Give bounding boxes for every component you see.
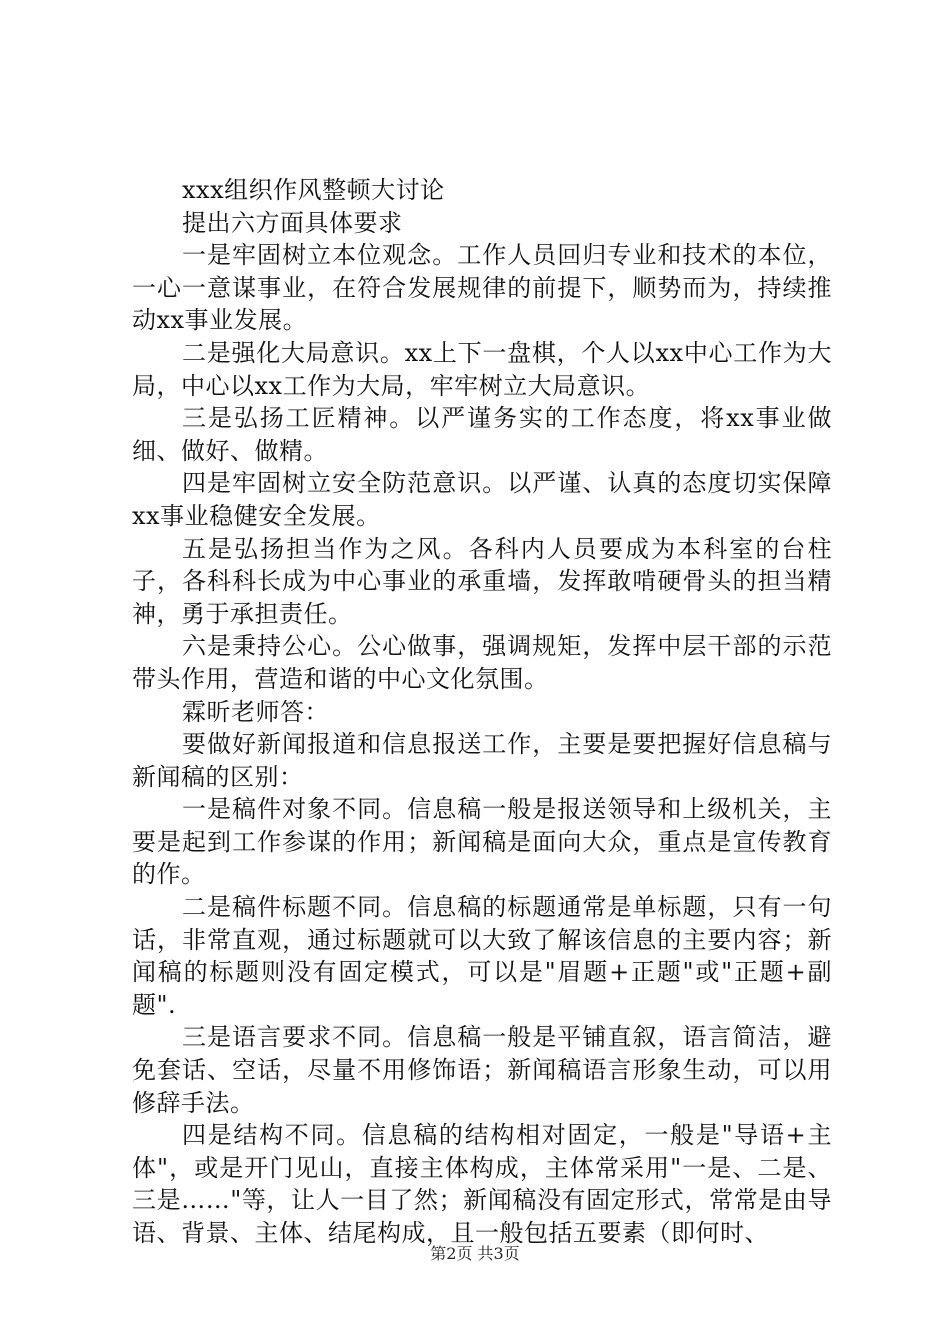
paragraph-requirement-4: 四是牢固树立安全防范意识。以严谨、认真的态度切实保障xx事业稳健安全发展。 bbox=[132, 469, 832, 530]
paragraph-requirement-2: 二是强化大局意识。xx上下一盘棋，个人以xx中心工作为大局，中心以xx工作为大局，牢牢树立大局意识。 bbox=[132, 338, 832, 400]
paragraph-requirement-1: 一是牢固树立本位观念。工作人员回归专业和技术的本位，一心一意谋事业，在符合发展规律的前提下，顺势而为，持续推动xx事业发展。 bbox=[132, 241, 832, 335]
document-body bbox=[132, 174, 832, 1250]
paragraph-requirement-5: 五是弘扬担当作为之风。各科内人员要成为本科室的台柱子，各科科长成为中心事业的承重墙，发挥敢啃硬骨头的担当精神，勇于承担责任。 bbox=[132, 534, 832, 628]
paragraph-difference-4: 四是结构不同。信息稿的结构相对固定，一般是"导语+主体"，或是开门见山，直接主体构成，主体常采用"一是、二是、三是……"等，让人一目了然；新闻稿没有固定形式，常常是由导语、背景、主体、结尾构成，且一般包括五要素（即何时、 bbox=[132, 1121, 832, 1247]
paragraph-requirement-3: 三是弘扬工匠精神。以严谨务实的工作态度，将xx事业做细、做好、做精。 bbox=[132, 404, 832, 465]
paragraph-difference-1: 一是稿件对象不同。信息稿一般是报送领导和上级机关，主要是起到工作参谋的作用；新闻稿是面向大众，重点是宣传教育的作。 bbox=[132, 795, 832, 889]
paragraph-subtitle: 提出六方面具体要求 bbox=[182, 208, 403, 237]
paragraph-difference-3: 三是语言要求不同。信息稿一般是平铺直叙，语言简洁，避免套话、空话，尽量不用修饰语；新闻稿语言形象生动，可以用修辞手法。 bbox=[132, 1023, 832, 1117]
page-number-footer: 第2页 共3页 bbox=[430, 1244, 520, 1263]
paragraph-requirement-6: 六是秉持公心。公心做事，强调规矩，发挥中层干部的示范带头作用，营造和谐的中心文化氛围。 bbox=[132, 632, 832, 693]
paragraph-answer-intro: 要做好新闻报道和信息报送工作，主要是要把握好信息稿与新闻稿的区别： bbox=[132, 730, 832, 791]
paragraph-title: xxx组织作风整顿大讨论 bbox=[182, 176, 445, 204]
paragraph-answer-heading: 霖昕老师答： bbox=[182, 697, 329, 726]
paragraph-difference-2: 二是稿件标题不同。信息稿的标题通常是单标题，只有一句话，非常直观，通过标题就可以大致了解该信息的主要内容；新闻稿的标题则没有固定模式，可以是"眉题+正题"或"正题+副题". bbox=[132, 893, 832, 1019]
